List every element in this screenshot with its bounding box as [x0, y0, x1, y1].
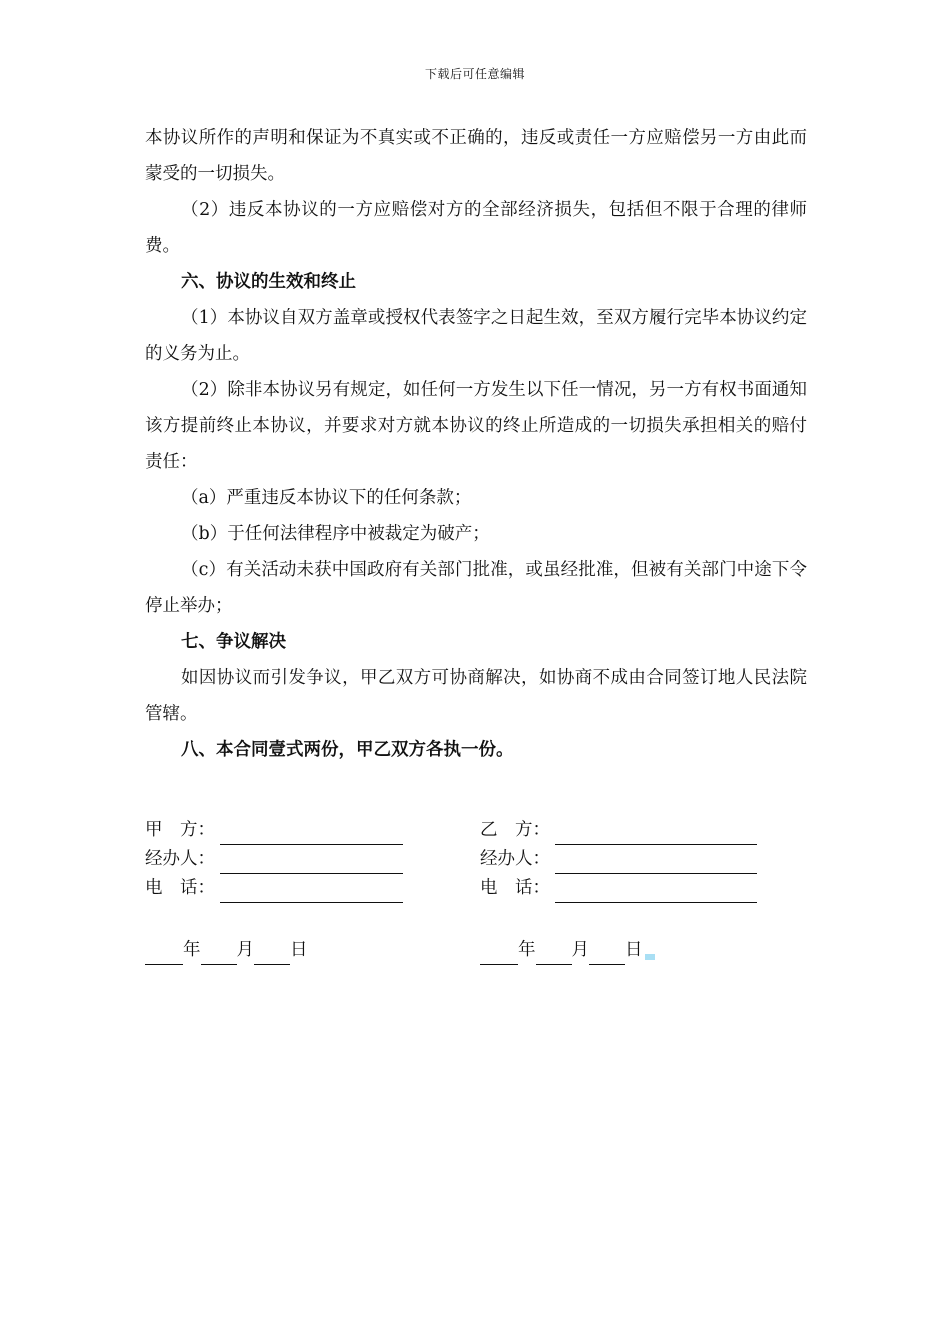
day-blank[interactable]: [254, 944, 290, 965]
party-a-agent-label: 经办人：: [145, 849, 215, 869]
signature-block-party-a: [145, 816, 403, 903]
contract-body: [145, 120, 807, 768]
sig-row-phone: [480, 874, 757, 903]
paragraph-compensation: （2）违反本协议的一方应赔偿对方的全部经济损失，包括但不限于合理的律师费。: [145, 200, 807, 256]
party-a-phone-label: 电 话：: [145, 878, 215, 898]
paragraph-effective: （1）本协议自双方盖章或授权代表签字之日起生效，至双方履行完毕本协议约定的义务为止。: [145, 308, 807, 364]
sig-row-agent: [145, 845, 403, 874]
month-label: 月: [571, 940, 589, 960]
year-label: 年: [183, 940, 201, 960]
party-a-agent-field[interactable]: [220, 853, 403, 874]
list-item-c: （c）有关活动未获中国政府有关部门批准，或虽经批准，但被有关部门中途下令停止举办；: [145, 560, 807, 616]
party-b-phone-field[interactable]: [555, 882, 757, 903]
list-item-b: （b）于任何法律程序中被裁定为破产；: [181, 524, 490, 544]
year-blank[interactable]: [145, 944, 183, 965]
paragraph-termination: （2）除非本协议另有规定，如任何一方发生以下任一情况，另一方有权书面通知该方提前终止本协议，并要求对方就本协议的终止所造成的一切损失承担相关的赔付责任：: [145, 380, 807, 472]
sig-row-party: [145, 816, 403, 845]
year-blank[interactable]: [480, 944, 518, 965]
party-a-field[interactable]: [220, 824, 403, 845]
party-b-phone-label: 电 话：: [480, 878, 550, 898]
sig-row-party: [480, 816, 757, 845]
signature-block-party-b: [480, 816, 757, 903]
day-blank[interactable]: [589, 944, 625, 965]
section-heading-8: 八、本合同壹式两份，甲乙双方各执一份。: [181, 740, 514, 760]
text-cursor-marker: [645, 954, 655, 960]
year-label: 年: [518, 940, 536, 960]
section-heading-6: 六、协议的生效和终止: [181, 272, 356, 292]
day-label: 日: [290, 940, 308, 960]
month-blank[interactable]: [536, 944, 572, 965]
party-b-label: 乙 方：: [480, 820, 550, 840]
party-a-phone-field[interactable]: [220, 882, 403, 903]
party-b-agent-field[interactable]: [555, 853, 757, 874]
date-line-party-a: [145, 936, 308, 965]
paragraph-dispute: 如因协议而引发争议，甲乙双方可协商解决，如协商不成由合同签订地人民法院管辖。: [145, 668, 807, 724]
sig-row-agent: [480, 845, 757, 874]
section-heading-7: 七、争议解决: [181, 632, 286, 652]
date-line-party-b: [480, 936, 655, 965]
sig-row-phone: [145, 874, 403, 903]
party-b-agent-label: 经办人：: [480, 849, 550, 869]
paragraph-liability: 本协议所作的声明和保证为不真实或不正确的，违反或责任一方应赔偿另一方由此而蒙受的一切损失。: [145, 128, 807, 184]
month-blank[interactable]: [201, 944, 237, 965]
party-b-field[interactable]: [555, 824, 757, 845]
page-header-note: 下载后可任意编辑: [424, 67, 525, 81]
month-label: 月: [236, 940, 254, 960]
party-a-label: 甲 方：: [145, 820, 215, 840]
list-item-a: （a）严重违反本协议下的任何条款；: [181, 488, 472, 508]
day-label: 日: [625, 940, 643, 960]
